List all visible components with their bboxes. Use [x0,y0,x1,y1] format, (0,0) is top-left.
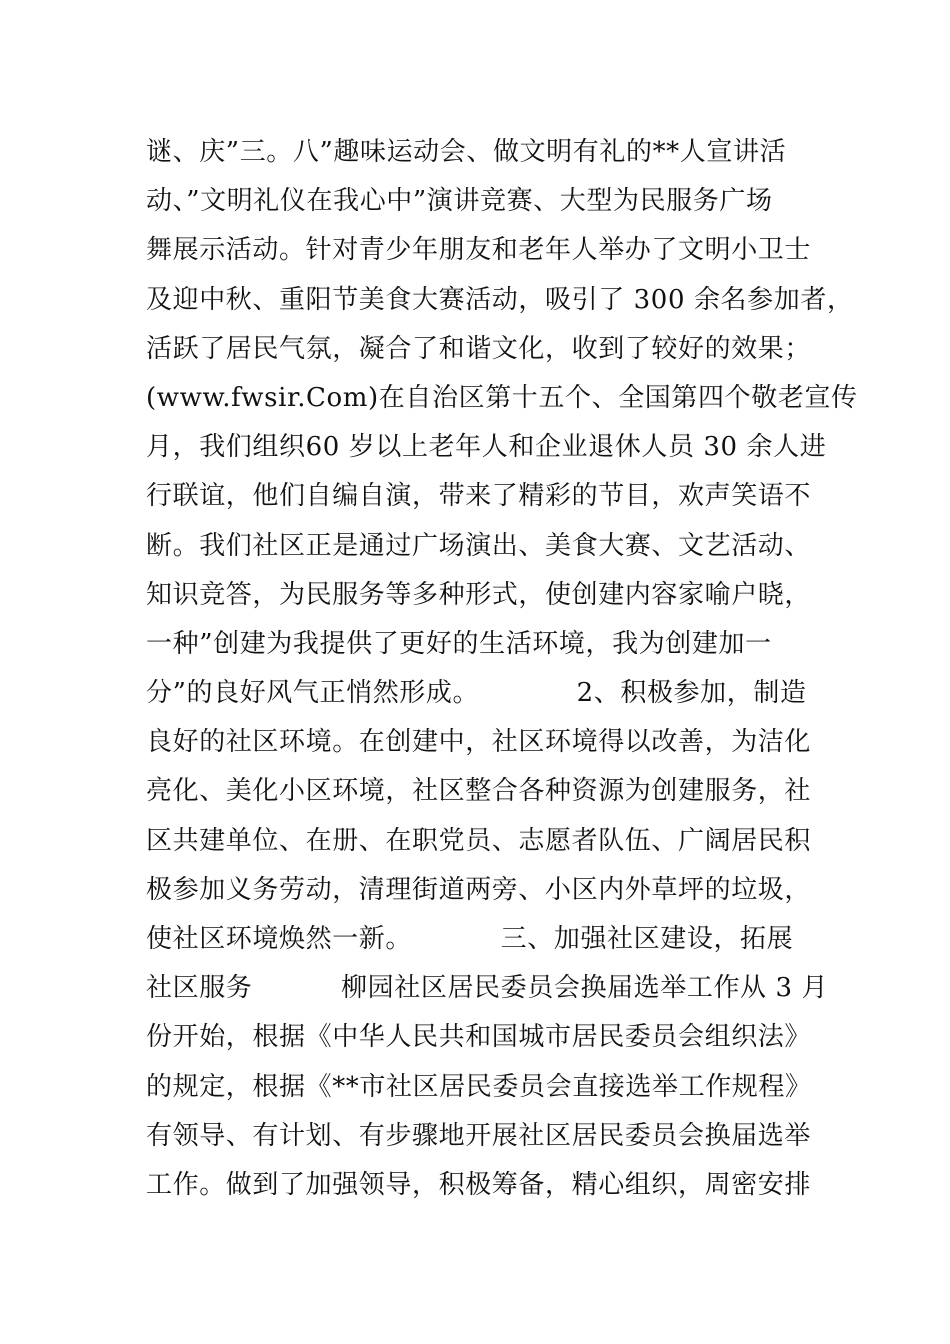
text-line-17: 使社区环境焕然一新。 三、加强社区建设，拓展 [146,924,794,954]
text-line-8: 行联谊，他们自编自演，带来了精彩的节目，欢声笑语不 [146,481,812,512]
text-line-22: 工作。做到了加强领导，积极筹备，精心组织，周密安排 [146,1169,812,1200]
text-line-4: 及迎中秋、重阳节美食大赛活动，吸引了 300 余名参加者， [146,284,854,315]
text-line-15: 区共建单位、在册、在职党员、志愿者队伍、广阔居民积 [146,825,812,856]
text-line-2: 动、”文明礼仪在我心中”演讲竞赛、大型为民服务广场 [146,186,773,217]
text-line-19: 份开始，根据《中华人民共和国城市居民委员会组织法》 [146,1022,812,1053]
text-line-11: 一种”创建为我提供了更好的生活环境，我为创建加一 [146,628,772,659]
text-line-14: 亮化、美化小区环境，社区整合各种资源为创建服务，社 [146,776,812,807]
text-line-18: 社区服务 柳园社区居民委员会换届选举工作从 3 月 [146,973,829,1004]
text-line-10: 知识竞答，为民服务等多种形式，使创建内容家喻户晓， [146,579,812,610]
text-line-5: 活跃了居民气氛，凝合了和谐文化，收到了较好的效果； [146,333,812,364]
text-line-20: 的规定，根据《**市社区居民委员会直接选举工作规程》 [146,1071,812,1102]
text-line-1: 谜、庆”三。八”趣味运动会、做文明有礼的**人宣讲活 [146,137,787,167]
text-line-16: 极参加义务劳动，清理街道两旁、小区内外草坪的垃圾， [146,874,812,905]
text-line-13: 良好的社区环境。在创建中，社区环境得以改善，为洁化 [146,727,812,758]
text-line-6: (www.fwsir.Com)在自治区第十五个、全国第四个敬老宣传 [146,382,858,413]
text-line-12: 分”的良好风气正悄然形成。 2、积极参加，制造 [146,678,807,709]
body-text [146,128,858,1210]
text-line-7: 月，我们组织60 岁以上老年人和企业退休人员 30 余人进 [146,432,827,463]
text-line-21: 有领导、有计划、有步骤地开展社区居民委员会换届选举 [146,1120,812,1151]
text-line-3: 舞展示活动。针对青少年朋友和老年人举办了文明小卫士 [146,235,812,266]
text-line-9: 断。我们社区正是通过广场演出、美食大赛、文艺活动、 [146,530,812,561]
